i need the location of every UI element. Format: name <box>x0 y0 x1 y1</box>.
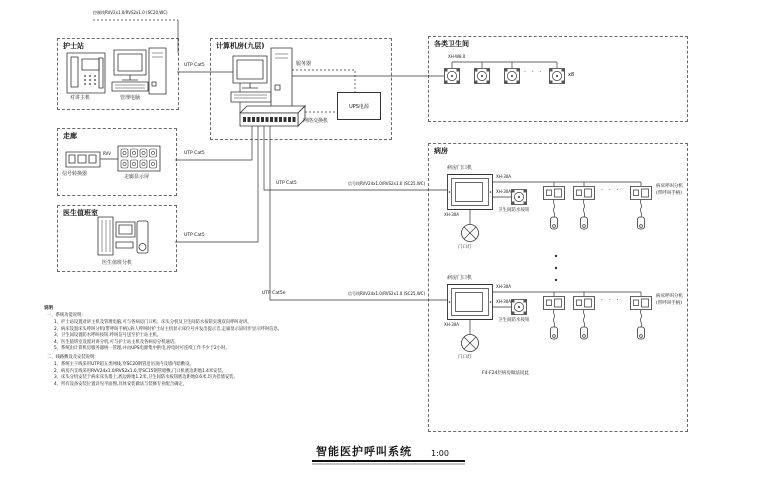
intercom-host-graphic <box>67 53 105 93</box>
server-label: 服务器 <box>296 61 312 67</box>
ward1-bed-label-1: 病床呼叫分机 <box>656 184 683 189</box>
trunk-wiring-lines <box>100 20 641 334</box>
ward1-wire-tag-b: XH-30A <box>496 189 512 194</box>
ward1-cable-spec: 信号线RVV24x1.0/RVS2x1.0 (SC25,WC) <box>348 181 426 186</box>
ward1-bed-extension <box>631 187 652 230</box>
utp-label-corridor: UTP Cat5 <box>184 151 205 156</box>
drawing-title: 智能医护呼叫系统 <box>316 445 412 458</box>
toilet-repeat-dots: · · · <box>524 69 544 76</box>
toilet-call-button <box>445 69 460 84</box>
notes-group1-item: 1、护士站设置对讲主机及管理电脑,可与各病房门口机、床头分机及卫生间防水按钮实现双向呼叫对讲。 <box>54 320 252 325</box>
ward1-door-lamp <box>462 225 479 242</box>
toilet-count-label: x8 <box>568 72 575 78</box>
ward1-bed-dots: · · · <box>601 187 621 194</box>
notes-group2-item: 1、系统主干线采用UTP超五类网线,穿SC20钢管沿吊顶内及墙内暗敷设。 <box>54 362 194 367</box>
ward1-door-lamp-label: 门口灯 <box>458 245 472 250</box>
top-cable-spec-label: 控制线RVV2x1.0/RVS2x1.0 (SC20,WC) <box>93 10 168 15</box>
ward2-bath-button-label: 卫生间防水按钮 <box>498 318 530 323</box>
ups-box: UPS电源 <box>337 92 381 120</box>
ward1-door-unit <box>448 175 493 210</box>
notes-group2-title: 二、线路敷设及安装说明: <box>47 355 96 360</box>
ward1-bed-extension <box>544 187 565 230</box>
ward-title: 病房 <box>434 147 448 155</box>
nurse-station-title: 护士站 <box>63 42 84 50</box>
utp-label-nurse: UTP Cat5 <box>184 63 205 68</box>
notes-title: 说明 <box>44 306 53 311</box>
ward2-bath-button <box>512 300 527 315</box>
server-pc-graphic <box>231 48 292 108</box>
notes-group2-item: 4、所有设备安装位置详见平面图,具体安装做法与装修专业配合确定。 <box>54 381 188 387</box>
ward2-cable-spec: 信号线RVV24x1.0/RVS2x1.0 (SC25,WC) <box>348 291 426 296</box>
toilet-call-button <box>475 69 490 84</box>
ward1-door-unit-label: 病房门口机 <box>447 165 473 171</box>
signal-converter-label: 信号转换器 <box>62 171 88 177</box>
ward2-wire-tag-b: XH-30A <box>496 299 512 304</box>
ward1-bed-label-2: (带呼叫手柄) <box>656 191 683 196</box>
notes-group1-item: 3、卫生间设置防水呼叫按钮,呼叫信号送至护士站主机。 <box>54 333 162 338</box>
management-pc-label: 管理电脑 <box>120 95 141 101</box>
ward2-door-lamp-label: 门口灯 <box>458 355 472 360</box>
toilet-call-button <box>505 69 520 84</box>
duty-extension-graphic <box>98 217 148 255</box>
corridor-display-label: 走廊显示屏 <box>124 174 150 180</box>
utp-label-ward2: UTP Cat5e <box>262 291 286 296</box>
corridor-display-graphic <box>118 146 160 171</box>
network-switch-label: 网络交换机 <box>303 118 329 124</box>
ward2-bed-extension <box>544 297 565 340</box>
utp-label-ward1: UTP Cat5 <box>276 181 297 186</box>
ward2-door-unit-label: 病房门口机 <box>447 275 473 281</box>
ward2-bed-dots: · · · <box>601 297 621 304</box>
management-pc-graphic <box>112 48 166 94</box>
corridor-wire-tag: RVV <box>103 151 112 156</box>
notes-group1-title: 一、系统功能说明: <box>47 313 83 318</box>
toilet-button-tag: XH-W8.0 <box>448 54 466 59</box>
duty-extension-label: 医生值班分机 <box>102 260 133 266</box>
notes-group2-item: 2、病房内支线采用RVV24x1.0/RVS2x1.0,穿SC15钢管暗敷,门口机底边距地1.4米安装。 <box>54 368 227 374</box>
utp-label-duty: UTP Cat5 <box>184 233 205 238</box>
ward2-bed-extension <box>574 297 595 340</box>
ward1-bath-button-label: 卫生间防水按钮 <box>498 208 530 213</box>
ward-note: F4-F24层病房做法同此 <box>482 371 529 376</box>
ward2-wire-tag-a: XH-30A <box>496 284 512 289</box>
ward1-wire-tag-a: XH-30A <box>496 174 512 179</box>
drawing-scale: 1:00 <box>431 449 449 458</box>
ward2-bed-extension <box>631 297 652 340</box>
computer-room-title: 计算机房(九层) <box>216 42 265 50</box>
ward1-bed-extension <box>574 187 595 230</box>
toilet-call-button <box>550 69 565 84</box>
ward-repeat-dots <box>555 255 557 281</box>
notes-group2-item: 3、床头分机安装于病床床头墙上,底边距地1.2米,卫生间防水按钮底边距地0.6米,均为挂墙安装。 <box>54 375 238 380</box>
duty-room-title: 医生值班室 <box>63 209 98 217</box>
network-switch-graphic <box>240 106 305 126</box>
ward2-bed-label-1: 病床呼叫分机 <box>656 294 683 299</box>
ward2-lamp-wire-tag: XH-30A <box>444 322 460 327</box>
corridor-title: 走廊 <box>63 132 77 140</box>
ward2-bed-label-2: (带呼叫手柄) <box>656 301 683 306</box>
notes-group1-item: 4、医生值班室设置对讲分机,可与护士站主机及各病房分机通话。 <box>54 339 179 345</box>
notes-group1-item: 5、系统由计算机房服务器统一管理,并由UPS电源集中供电,停电时可连续工作不少于2小时。 <box>54 346 230 351</box>
ward2-door-lamp <box>462 335 479 352</box>
notes-group1-item: 2、病床设置床头呼叫分机(带呼叫手柄),病人呼叫时护士站主机显示床位号并发出提示音,走廊显示屏同步显示呼叫信息。 <box>54 326 282 332</box>
intercom-host-label: 对讲主机 <box>70 95 91 101</box>
toilets-title: 各类卫生间 <box>434 40 469 48</box>
ward1-bath-button <box>512 190 527 205</box>
signal-converter-graphic <box>66 152 100 167</box>
ward2-door-unit <box>448 285 493 320</box>
ward1-lamp-wire-tag: XH-30A <box>444 212 460 217</box>
